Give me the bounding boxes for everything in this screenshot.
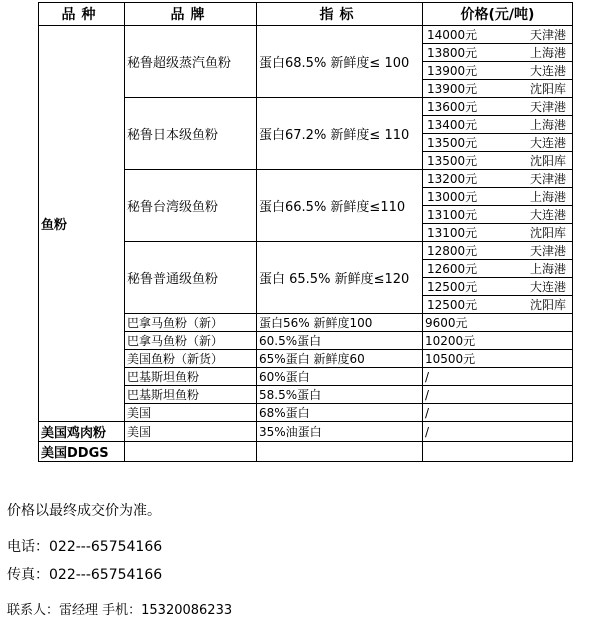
spec-cell: 蛋白 65.5% 新鲜度≤120 (257, 242, 423, 314)
price-cell (423, 98, 573, 116)
price-cell: 10500元 (423, 350, 573, 368)
price-value: 12800元 (427, 244, 478, 258)
brand-cell: 秘鲁超级蒸汽鱼粉 (125, 26, 257, 98)
price-entry (425, 152, 572, 169)
price-value: 13500元 (427, 154, 478, 168)
price-entry (425, 260, 572, 277)
price-cell (423, 152, 573, 170)
brand-cell: 秘鲁普通级鱼粉 (125, 242, 257, 314)
price-value: 13100元 (427, 208, 478, 222)
price-location: 上海港 (529, 118, 566, 132)
fax-number: 传真：022---65754166 (7, 567, 163, 583)
price-location: 大连港 (529, 208, 566, 222)
price-value: 13500元 (427, 136, 478, 150)
price-location: 大连港 (529, 64, 566, 78)
price-cell (423, 188, 573, 206)
price-cell (423, 44, 573, 62)
spec-cell: 蛋白68.5% 新鲜度≤ 100 (257, 26, 423, 98)
phone-number: 电话：022---65754166 (7, 539, 163, 555)
price-entry (425, 134, 572, 151)
price-cell: / (423, 422, 573, 442)
table-row (39, 442, 573, 462)
spec-cell: 60.5%蛋白 (257, 332, 423, 350)
table-body (39, 26, 573, 462)
price-cell (423, 80, 573, 98)
spec-cell: 蛋白56% 新鲜度100 (257, 314, 423, 332)
price-value: 13600元 (427, 100, 478, 114)
header-variety: 品种 (39, 3, 125, 26)
price-value: 13900元 (427, 64, 478, 78)
table-row (39, 26, 573, 44)
variety-cell: 美国鸡肉粉 (39, 422, 125, 442)
price-cell (423, 296, 573, 314)
price-entry (425, 206, 572, 223)
price-entry (425, 242, 572, 259)
price-cell (423, 442, 573, 462)
price-cell (423, 260, 573, 278)
price-location: 大连港 (529, 280, 566, 294)
brand-cell: 美国 (125, 404, 257, 422)
spec-cell: 蛋白67.2% 新鲜度≤ 110 (257, 98, 423, 170)
header-price: 价格(元/吨) (423, 3, 573, 26)
price-value: 14000元 (427, 28, 478, 42)
price-cell (423, 170, 573, 188)
variety-cell: 美国DDGS (39, 442, 125, 462)
price-entry (425, 62, 572, 79)
price-value: 12500元 (427, 298, 478, 312)
price-table (38, 2, 573, 462)
price-cell (423, 26, 573, 44)
price-entry (425, 188, 572, 205)
price-cell: 10200元 (423, 332, 573, 350)
header-brand: 品牌 (125, 3, 257, 26)
table-row (39, 422, 573, 442)
price-value: 13400元 (427, 118, 478, 132)
spec-cell: 68%蛋白 (257, 404, 423, 422)
price-disclaimer: 价格以最终成交价为准。 (7, 503, 161, 519)
price-entry (425, 26, 572, 43)
brand-cell: 美国鱼粉（新货） (125, 350, 257, 368)
price-value: 12500元 (427, 280, 478, 294)
price-location: 天津港 (529, 28, 566, 42)
spec-cell: 35%油蛋白 (257, 422, 423, 442)
price-cell (423, 134, 573, 152)
price-location: 沈阳库 (529, 154, 566, 168)
brand-cell: 巴基斯坦鱼粉 (125, 368, 257, 386)
price-cell: / (423, 368, 573, 386)
price-entry (425, 224, 572, 241)
variety-cell: 鱼粉 (39, 26, 125, 422)
price-entry (425, 278, 572, 295)
price-cell: 9600元 (423, 314, 573, 332)
price-value: 13000元 (427, 190, 478, 204)
brand-cell: 巴基斯坦鱼粉 (125, 386, 257, 404)
price-cell (423, 224, 573, 242)
price-location: 天津港 (529, 244, 566, 258)
price-entry (425, 80, 572, 97)
price-entry (425, 44, 572, 61)
brand-cell: 秘鲁台湾级鱼粉 (125, 170, 257, 242)
price-location: 沈阳库 (529, 226, 566, 240)
price-value: 13900元 (427, 82, 478, 96)
price-location: 上海港 (529, 262, 566, 276)
price-location: 上海港 (529, 190, 566, 204)
price-value: 13800元 (427, 46, 478, 60)
price-cell (423, 242, 573, 260)
price-entry (425, 116, 572, 133)
price-cell (423, 278, 573, 296)
price-cell (423, 206, 573, 224)
price-value: 13200元 (427, 172, 478, 186)
price-location: 沈阳库 (529, 82, 566, 96)
contact-info: 联系人：雷经理 手机：15320086233 (7, 603, 233, 618)
price-cell: / (423, 404, 573, 422)
header-spec: 指标 (257, 3, 423, 26)
price-location: 沈阳库 (529, 298, 566, 312)
brand-cell: 巴拿马鱼粉（新） (125, 332, 257, 350)
price-value: 12600元 (427, 262, 478, 276)
spec-cell: 60%蛋白 (257, 368, 423, 386)
price-location: 上海港 (529, 46, 566, 60)
price-cell (423, 116, 573, 134)
price-cell: / (423, 386, 573, 404)
price-cell (423, 62, 573, 80)
brand-cell: 巴拿马鱼粉（新） (125, 314, 257, 332)
spec-cell: 65%蛋白 新鲜度60 (257, 350, 423, 368)
spec-cell (257, 442, 423, 462)
spec-cell: 蛋白66.5% 新鲜度≤110 (257, 170, 423, 242)
price-value: 13100元 (427, 226, 478, 240)
brand-cell: 美国 (125, 422, 257, 442)
brand-cell (125, 442, 257, 462)
price-entry (425, 98, 572, 115)
price-entry (425, 170, 572, 187)
spec-cell: 58.5%蛋白 (257, 386, 423, 404)
price-entry (425, 296, 572, 313)
price-location: 天津港 (529, 100, 566, 114)
price-location: 大连港 (529, 136, 566, 150)
price-location: 天津港 (529, 172, 566, 186)
brand-cell: 秘鲁日本级鱼粉 (125, 98, 257, 170)
